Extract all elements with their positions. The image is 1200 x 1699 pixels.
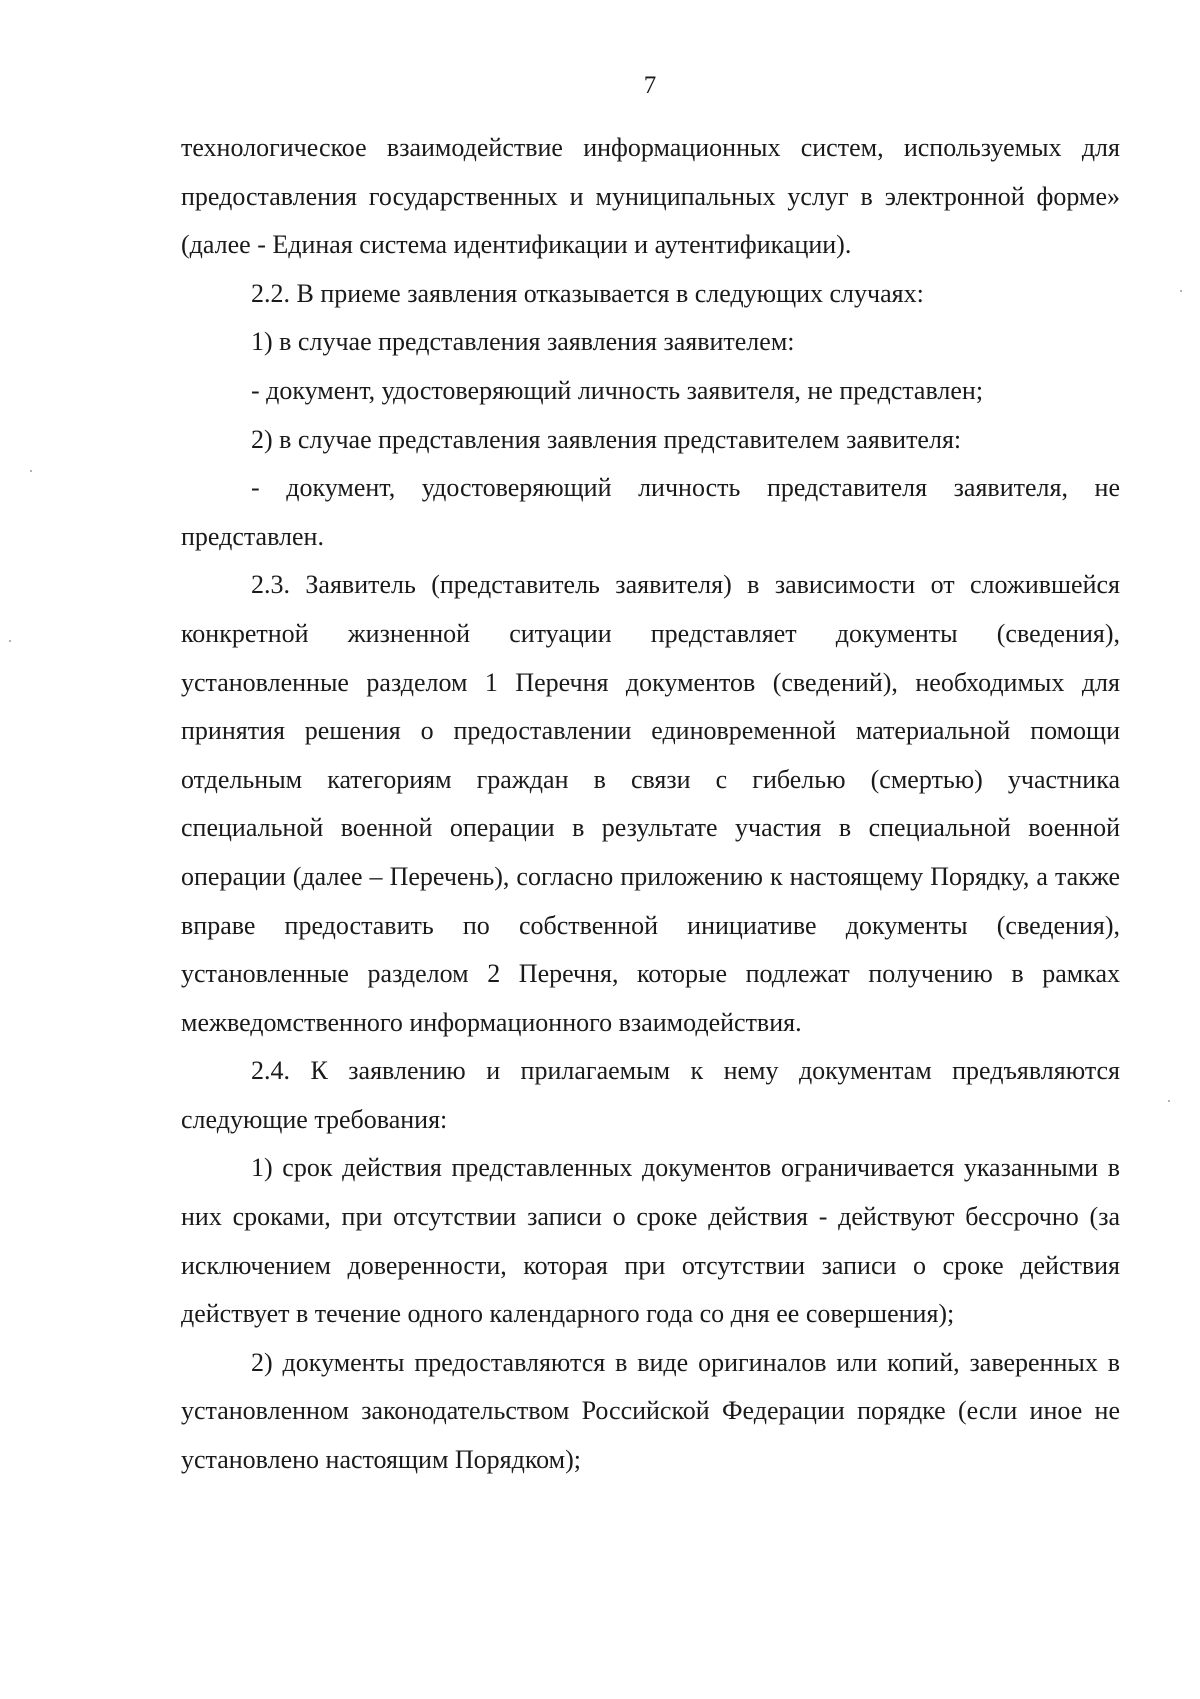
paragraph-item-1: 1) в случае представления заявления заявителем: <box>251 327 795 357</box>
paragraph-dash-1: - документ, удостоверяющий личность заявителя, не представлен; <box>251 375 984 405</box>
page-number: 7 <box>643 72 657 99</box>
document-body <box>181 124 1120 1485</box>
paragraph-2-3: 2.3. Заявитель (представитель заявителя) в зависимости от сложившейся конкретной жизненной ситуации представляет документы (сведения), установленные разделом 1 Перечня документов (сведений), необходимых для принятия решения о предоставлении единовременной материальной помощи отдельным категориям граждан в связи с гибелью (смертью) участника специальной военной операции в результате участия в специальной военной операции (далее – Перечень), согласно приложению к настоящему Порядку, а также вправе предоставить по собственной инициативе документы (сведения), установленные разделом 2 Перечня, которые подлежат получению в рамках межведомственного информационного взаимодействия. <box>181 570 1120 1037</box>
scan-speck <box>1168 1100 1170 1102</box>
paragraph-dash-2: - документ, удостоверяющий личность представителя заявителя, не представлен. <box>181 473 1120 551</box>
paragraph-requirement-1: 1) срок действия представленных документов ограничивается указанными в них сроками, при отсутствии записи о сроке действия - действуют бессрочно (за исключением доверенности, которая при отсутствии записи о сроке действия действует в течение одного календарного года со дня ее совершения); <box>181 1153 1120 1329</box>
scan-speck <box>9 640 11 642</box>
scan-speck <box>30 470 32 472</box>
scan-speck <box>1180 290 1182 292</box>
paragraph-2-4: 2.4. К заявлению и прилагаемым к нему документам предъявляются следующие требования: <box>181 1056 1120 1134</box>
paragraph-requirement-2: 2) документы предоставляются в виде оригиналов или копий, заверенных в установленном законодательством Российской Федерации порядке (если иное не установлено настоящим Порядком); <box>181 1347 1120 1475</box>
paragraph-2-2: 2.2. В приеме заявления отказывается в следующих случаях: <box>251 278 924 308</box>
paragraph-continuation: технологическое взаимодействие информационных систем, используемых для предоставления государственных и муниципальных услуг в электронной форме» (далее - Единая система идентификации и аутентификации). <box>181 133 1120 260</box>
paragraph-item-2: 2) в случае представления заявления представителем заявителя: <box>251 424 962 454</box>
